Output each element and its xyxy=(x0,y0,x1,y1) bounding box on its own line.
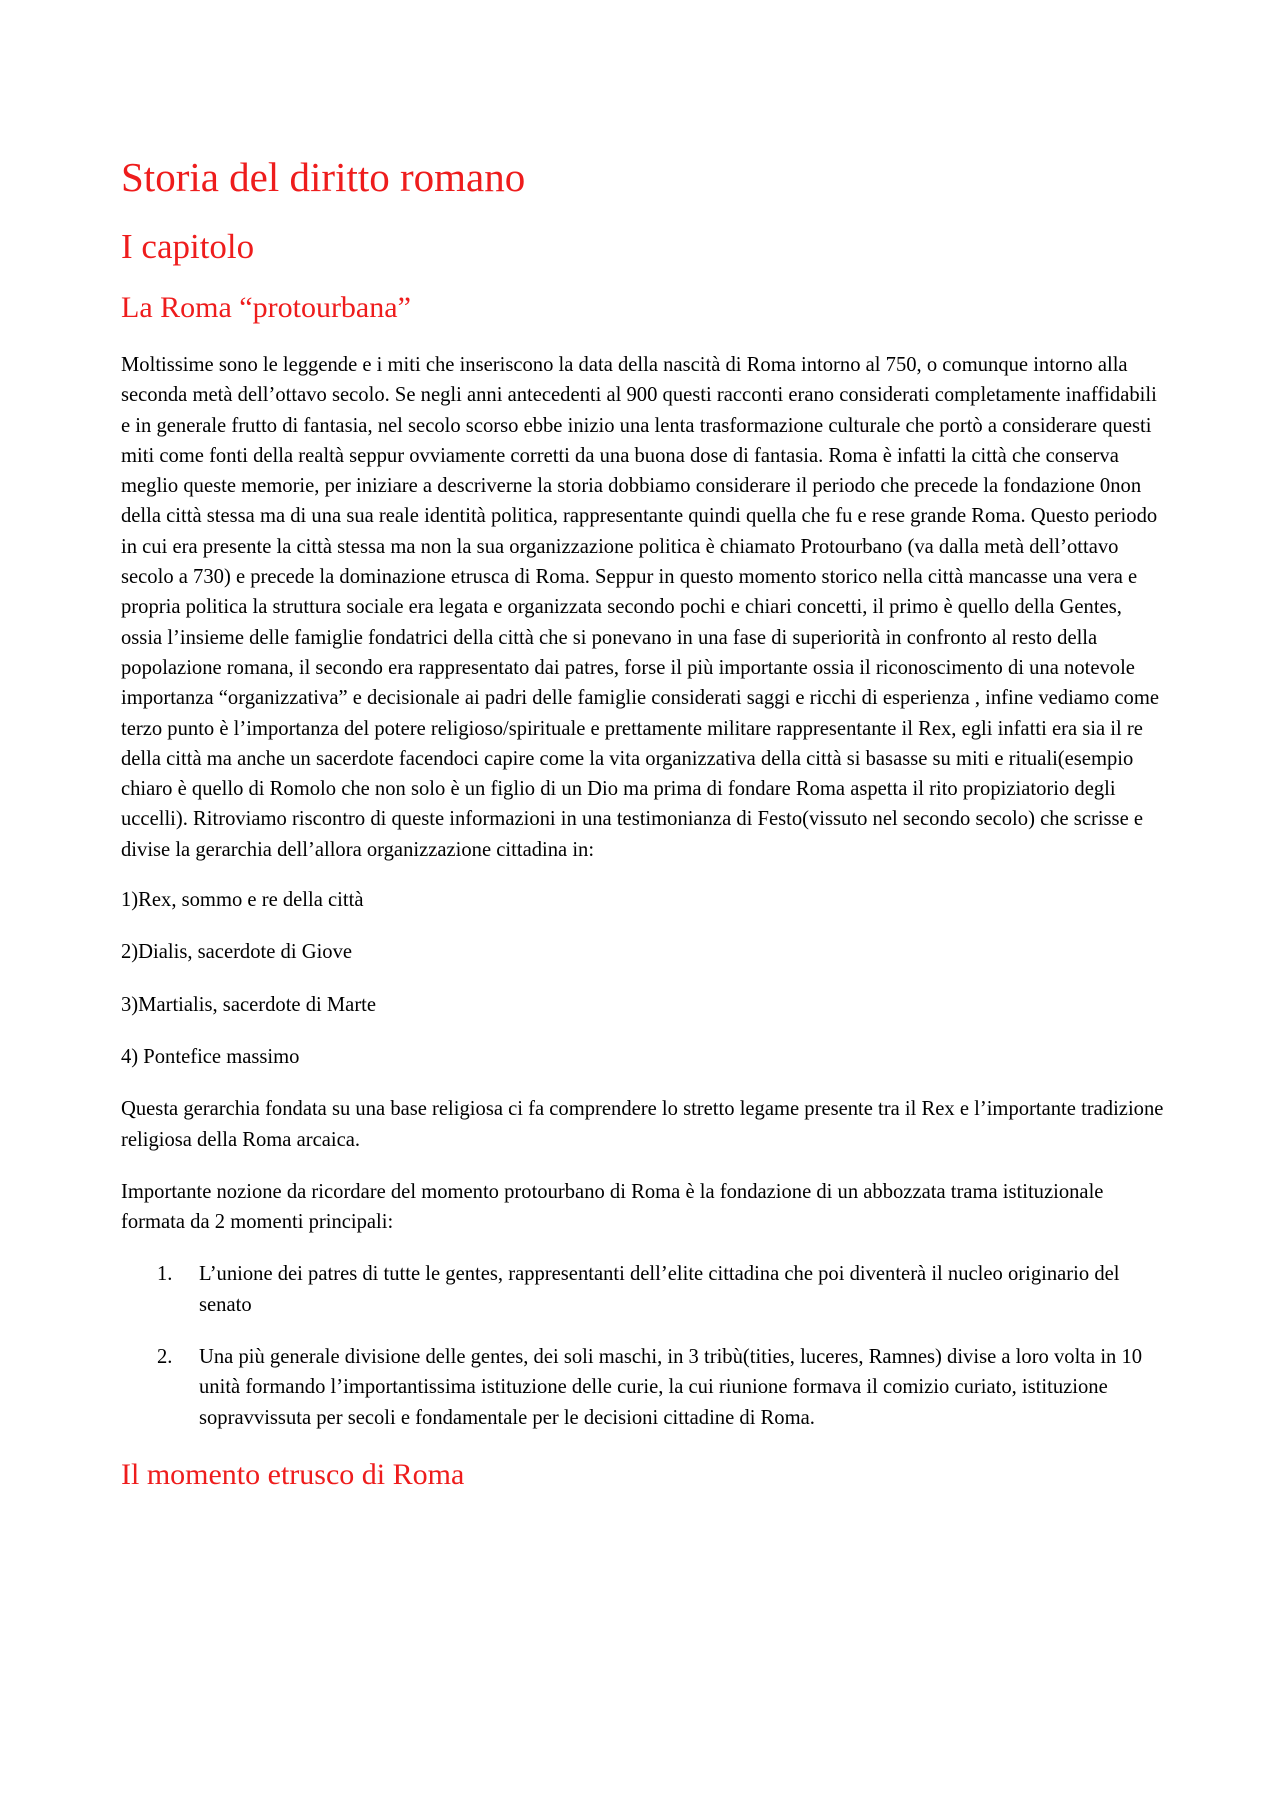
paragraph-institutions: Importante nozione da ricordare del momento protourbano di Roma è la fondazione di un abbozzata trama istituzionale formata da 2 momenti principali: xyxy=(121,1180,1104,1234)
chapter-heading: I capitolo xyxy=(121,227,255,266)
list-item-text: Una più generale divisione delle gentes, dei soli maschi, in 3 tribù(tities, luceres, Ramnes) divise a loro volta in 10 unità formando l’importantissima istituzione delle curie, la cui riunione formava il comizio curiato, istituzione sopravvissuta per secoli e fondamentale per le decisioni cittadine di Roma. xyxy=(199,1346,1143,1429)
hierarchy-item-martialis: 3)Martialis, sacerdote di Marte xyxy=(121,993,377,1016)
document-title: Storia del diritto romano xyxy=(121,154,526,200)
list-item xyxy=(121,1259,1166,1320)
hierarchy-item-dialis: 2)Dialis, sacerdote di Giove xyxy=(121,941,353,964)
paragraph-religion: Questa gerarchia fondata su una base religiosa ci fa comprendere lo stretto legame presente tra il Rex e l’importante tradizione religiosa della Roma arcaica. xyxy=(121,1098,1164,1151)
list-item-text: L’unione dei patres di tutte le gentes, rappresentanti dell’elite cittadina che poi diventerà il nucleo originario del senato xyxy=(199,1263,1120,1316)
section-heading-etrusco: Il momento etrusco di Roma xyxy=(121,1457,465,1491)
hierarchy-item-pontefice: 4) Pontefice massimo xyxy=(121,1045,300,1068)
section-heading-protourbana: La Roma “protourbana” xyxy=(121,291,411,324)
document-page xyxy=(121,150,1166,1517)
list-item-number: 2. xyxy=(157,1346,173,1369)
institutions-list xyxy=(121,1259,1166,1432)
list-item-number: 1. xyxy=(157,1263,173,1286)
main-paragraph: Moltissime sono le leggende e i miti che inseriscono la data della nascità di Roma intorno al 750, o comunque intorno alla seconda metà dell’ottavo secolo. Se negli anni antecedenti al 900 questi racconti erano considerati completamente inaffidabili e in generale frutto di fantasia, nel secolo scorso ebbe inizio una lenta trasformazione culturale che portò a considerare questi miti come fonti della realtà seppur ovviamente corretti da una buona dose di fantasia. Roma è infatti la città che conserva meglio queste memorie, per iniziare a descriverne la storia dobbiamo considerare il periodo che precede la fondazione 0non della città stessa ma di una sua reale identità politica, rappresentante quindi quella che fu e rese grande Roma. Questo periodo in cui era presente la città stessa ma non la sua organizzazione politica è chiamato Protourbano (va dalla metà dell’ottavo secolo a 730) e precede la dominazione etrusca di Roma. Seppur in questo momento storico nella città mancasse una vera e propria politica la struttura sociale era legata e organizzata secondo pochi e chiari concetti, il primo è quello della Gentes, ossia l’insieme delle famiglie fondatrici della città che si ponevano in una fase di superiorità in confronto al resto della popolazione romana, il secondo era rappresentato dai patres, forse il più importante ossia il riconoscimento di una notevole importanza “organizzativa” e decisionale ai padri delle famiglie considerati saggi e ricchi di esperienza , infine vediamo come terzo punto è l’importanza del potere religioso/spirituale e prettamente militare rappresentante il Rex, egli infatti era sia il re della città ma anche un sacerdote facendoci capire come la vita organizzativa della città si basasse su miti e rituali(esempio chiaro è quello di Romolo che non solo è un figlio di un Dio ma prima di fondare Roma aspetta il rito propiziatorio degli uccelli). Ritroviamo riscontro di queste informazioni in una testimonianza di Festo(vissuto nel secondo secolo) che scrisse e divise la gerarchia dell’allora organizzazione cittadina in: xyxy=(121,354,1160,861)
list-item xyxy=(121,1342,1166,1433)
hierarchy-item-rex: 1)Rex, sommo e re della città xyxy=(121,889,364,912)
